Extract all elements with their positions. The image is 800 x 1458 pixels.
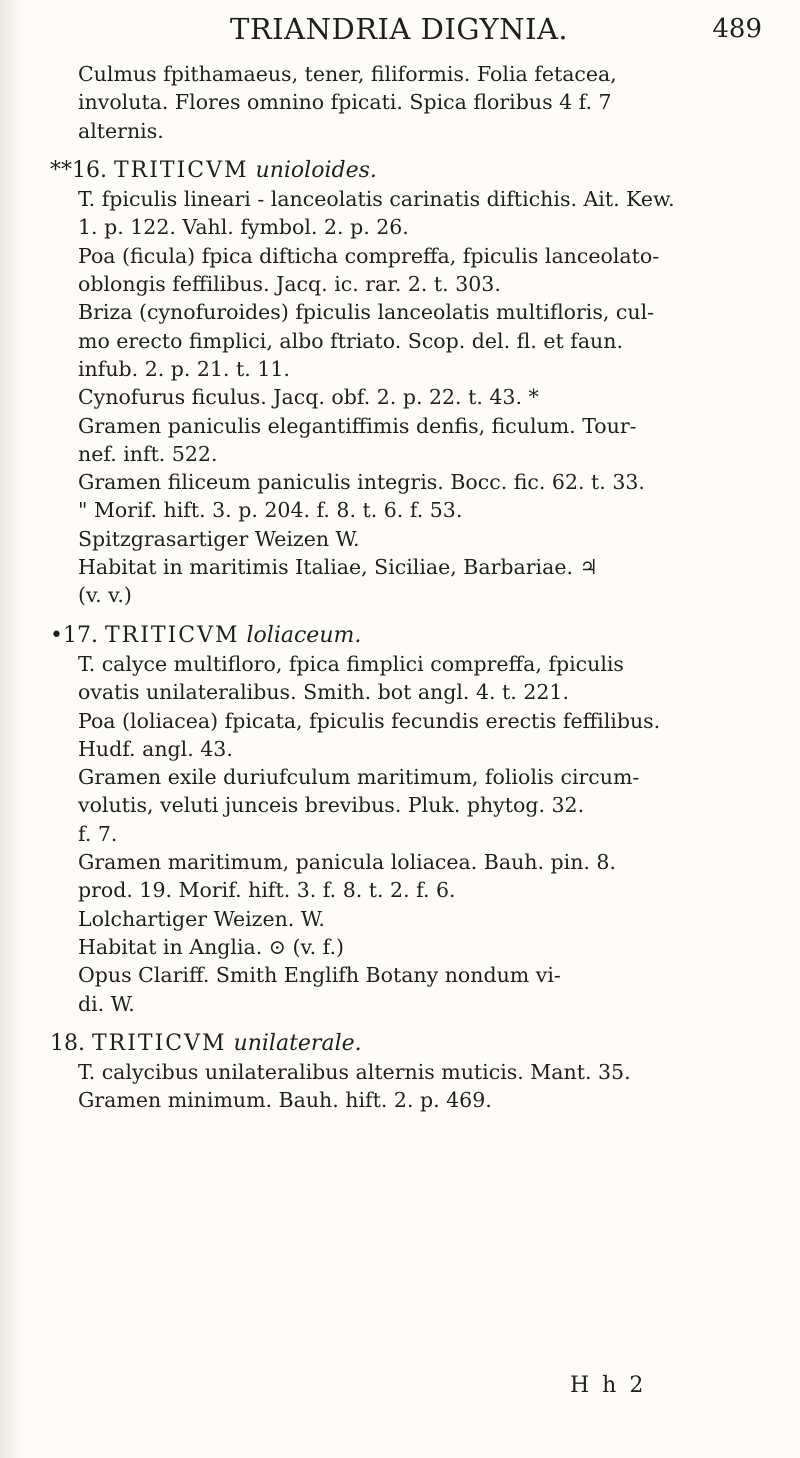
page-text (50, 60, 770, 1115)
text-line: mo erecto fimplici, albo ftriato. Scop. del. fl. et faun. (78, 328, 623, 353)
genus-name: TRITICVM (114, 157, 249, 183)
text-line: Opus Clariff. Smith Englifh Botany nondum vi- (78, 963, 561, 988)
species-epithet: unioloides. (255, 157, 377, 183)
habitat-line: Habitat in maritimis Italiae, Siciliae, Barbariae. ♃ (78, 555, 598, 580)
text-line: di. W. (78, 991, 135, 1016)
text-line: volutis, veluti junceis brevibus. Pluk. phytog. 32. (78, 793, 585, 818)
habitat-line: Habitat in Anglia. ⊙ (v. f.) (78, 934, 345, 959)
entry-number: 18. (50, 1030, 85, 1056)
text-line: Poa (loliacea) fpicata, fpiculis fecundis erectis feffilibus. (78, 708, 661, 733)
entry-number: **16. (50, 157, 107, 183)
text-line: Spitzgrasartiger Weizen W. (78, 526, 360, 551)
text-line: Lolchartiger Weizen. W. (78, 906, 325, 931)
text-line: f. 7. (78, 821, 118, 846)
text-line: 1. p. 122. Vahl. fymbol. 2. p. 26. (78, 215, 409, 240)
text-line: T. fpiculis lineari - lanceolatis carinatis diftichis. Ait. Kew. (78, 187, 675, 212)
text-line: Gramen maritimum, panicula loliacea. Bauh. pin. 8. (78, 850, 616, 875)
text-line: infub. 2. p. 21. t. 11. (78, 356, 290, 381)
text-line: prod. 19. Morif. hift. 3. f. 8. t. 2. f. 6. (78, 878, 456, 903)
text-line: Gramen exile duriufculum maritimum, foliolis circum- (78, 765, 640, 790)
entry-number: •17. (50, 622, 98, 648)
continuation-paragraph (50, 60, 770, 145)
signature-mark: H h 2 (570, 1373, 647, 1398)
species-heading (50, 1030, 770, 1058)
text-line: Gramen minimum. Bauh. hift. 2. p. 469. (78, 1088, 492, 1113)
species-epithet: unilaterale. (233, 1030, 362, 1056)
page-header (230, 8, 790, 52)
page-number: 489 (712, 14, 762, 44)
running-head: TRIANDRIA DIGYNIA. (230, 12, 569, 46)
text-line: T. calyce multifloro, fpica fimplici compreffa, fpiculis (78, 651, 624, 676)
text-line: oblongis feffilibus. Jacq. ic. rar. 2. t. 303. (78, 272, 501, 297)
species-epithet: loliaceum. (246, 622, 362, 648)
species-entry-17 (50, 622, 770, 1018)
species-heading (50, 157, 770, 185)
text-line: Gramen paniculis elegantiffimis denfis, ficulum. Tour- (78, 413, 637, 438)
text-line: Poa (ficula) fpica difticha compreffa, fpiculis lanceolato- (78, 243, 660, 268)
text-line: alternis. (78, 118, 164, 143)
genus-name: TRITICVM (92, 1030, 227, 1056)
text-line: T. calycibus unilateralibus alternis muticis. Mant. 35. (78, 1060, 631, 1085)
text-line: " Morif. hift. 3. p. 204. f. 8. t. 6. f. 53. (78, 498, 463, 523)
genus-name: TRITICVM (104, 622, 240, 648)
text-line: (v. v.) (78, 583, 132, 608)
text-line: Cynofurus ficulus. Jacq. obf. 2. p. 22. t. 43. * (78, 385, 539, 410)
page-gutter-shadow (0, 0, 22, 1458)
species-entry-16 (50, 157, 770, 610)
text-line: Briza (cynofuroides) fpiculis lanceolatis multifloris, cul- (78, 300, 655, 325)
text-line: Culmus fpithamaeus, tener, filiformis. Folia fetacea, (78, 62, 617, 86)
text-line: nef. inft. 522. (78, 441, 218, 466)
text-line: involuta. Flores omnino fpicati. Spica floribus 4 f. 7 (78, 90, 612, 115)
text-line: Gramen filiceum paniculis integris. Bocc. fic. 62. t. 33. (78, 470, 645, 495)
text-line: Hudf. angl. 43. (78, 736, 233, 761)
species-entry-18 (50, 1030, 770, 1115)
text-line: ovatis unilateralibus. Smith. bot angl. 4. t. 221. (78, 680, 569, 705)
species-heading (50, 622, 770, 650)
